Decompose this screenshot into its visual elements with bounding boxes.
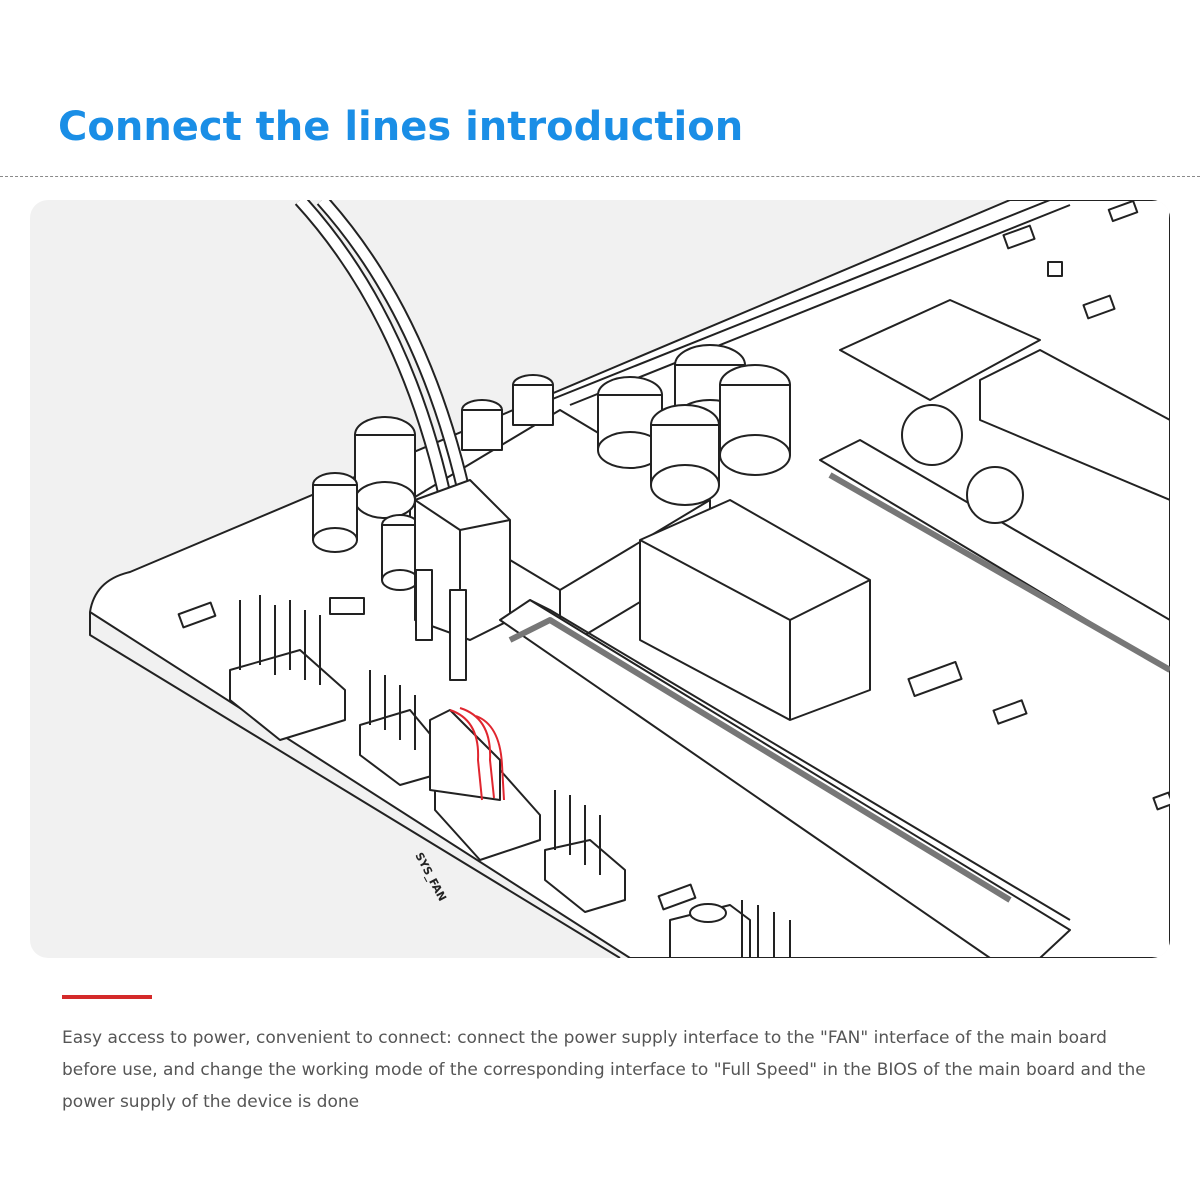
sys-fan-label: SYS_FAN — [412, 850, 449, 904]
motherboard-drawing — [30, 200, 1170, 958]
page-title: Connect the lines introduction — [58, 104, 744, 150]
motherboard-illustration — [30, 200, 1170, 958]
accent-bar — [62, 995, 152, 999]
dashed-divider — [0, 176, 1200, 177]
description-text: Easy access to power, convenient to connect: connect the power supply interface to the "FAN" interface of the main board before use, and change the working mode of the corresponding interface to "Full Speed" in the BIOS of the main board and the power supply of the device is done — [62, 1028, 1146, 1112]
